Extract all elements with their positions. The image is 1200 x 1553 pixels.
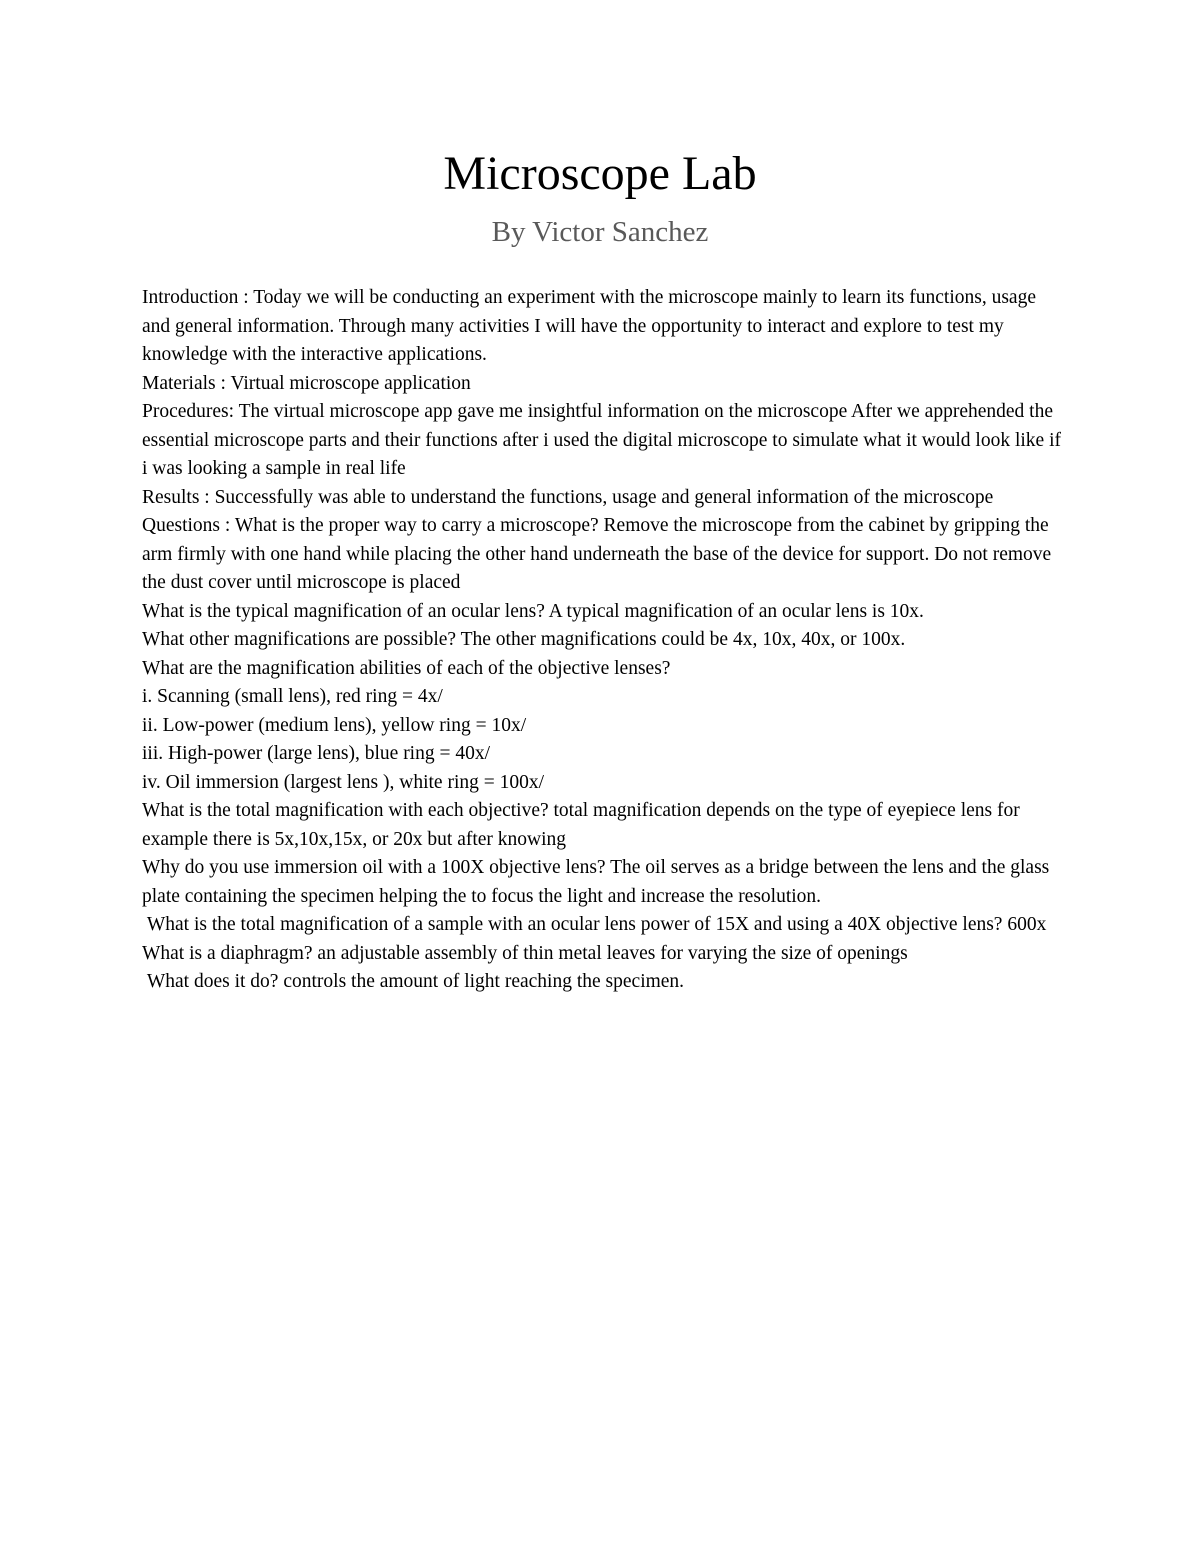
paragraph-materials: Materials : Virtual microscope application [142, 372, 471, 394]
document-author: By Victor Sanchez [491, 216, 709, 248]
list-item-high-power: iii. High-power (large lens), blue ring = 40x/ [142, 743, 491, 764]
paragraph-diaphragm: What is a diaphragm? an adjustable assembly of thin metal leaves for varying the size of openings [142, 942, 908, 964]
list-item-oil-immersion: iv. Oil immersion (largest lens ), white ring = 100x/ [142, 771, 545, 793]
paragraph-ocular-magnification: What is the typical magnification of an ocular lens? A typical magnification of an ocular lens is 10x. [142, 600, 924, 622]
paragraph-total-magnification: What is the total magnification with each objective? total magnification depends on the type of eyepiece lens for example there is 5x,10x,15x, or 20x but after knowing [142, 800, 1020, 850]
document-body [142, 284, 1062, 997]
paragraph-objective-lenses-question: What are the magnification abilities of each of the objective lenses? [142, 657, 671, 679]
paragraph-results: Results : Successfully was able to understand the functions, usage and general information of the microscope [142, 486, 994, 508]
paragraph-total-magnification-sample: What is the total magnification of a sample with an ocular lens power of 15X and using a 40X objective lens? 600x [142, 914, 1047, 935]
paragraph-immersion-oil: Why do you use immersion oil with a 100X objective lens? The oil serves as a bridge between the lens and the glass plate containing the specimen helping the to focus the light and increase the resolution. [142, 857, 1050, 907]
paragraph-diaphragm-function: What does it do? controls the amount of light reaching the specimen. [142, 971, 685, 992]
list-item-scanning: i. Scanning (small lens), red ring = 4x/ [142, 686, 443, 707]
paragraph-other-magnifications: What other magnifications are possible? The other magnifications could be 4x, 10x, 40x, or 100x. [142, 629, 906, 650]
paragraph-questions: Questions : What is the proper way to carry a microscope? Remove the microscope from the cabinet by gripping the arm firmly with one hand while placing the other hand underneath the base of the device for support. Do not remove the dust cover until microscope is placed [142, 515, 1052, 593]
paragraph-procedures: Procedures: The virtual microscope app gave me insightful information on the microscope After we apprehended the essential microscope parts and their functions after i used the digital microscope to simulate what it would look like if i was looking a sample in real life [142, 401, 1061, 479]
document-title: Microscope Lab [443, 147, 757, 200]
list-item-low-power: ii. Low-power (medium lens), yellow ring = 10x/ [142, 714, 527, 736]
paragraph-introduction: Introduction : Today we will be conducting an experiment with the microscope mainly to learn its functions, usage and general information. Through many activities I will have the opportunity to interact and explore to test my knowledge with the interactive applications. [142, 287, 1036, 365]
